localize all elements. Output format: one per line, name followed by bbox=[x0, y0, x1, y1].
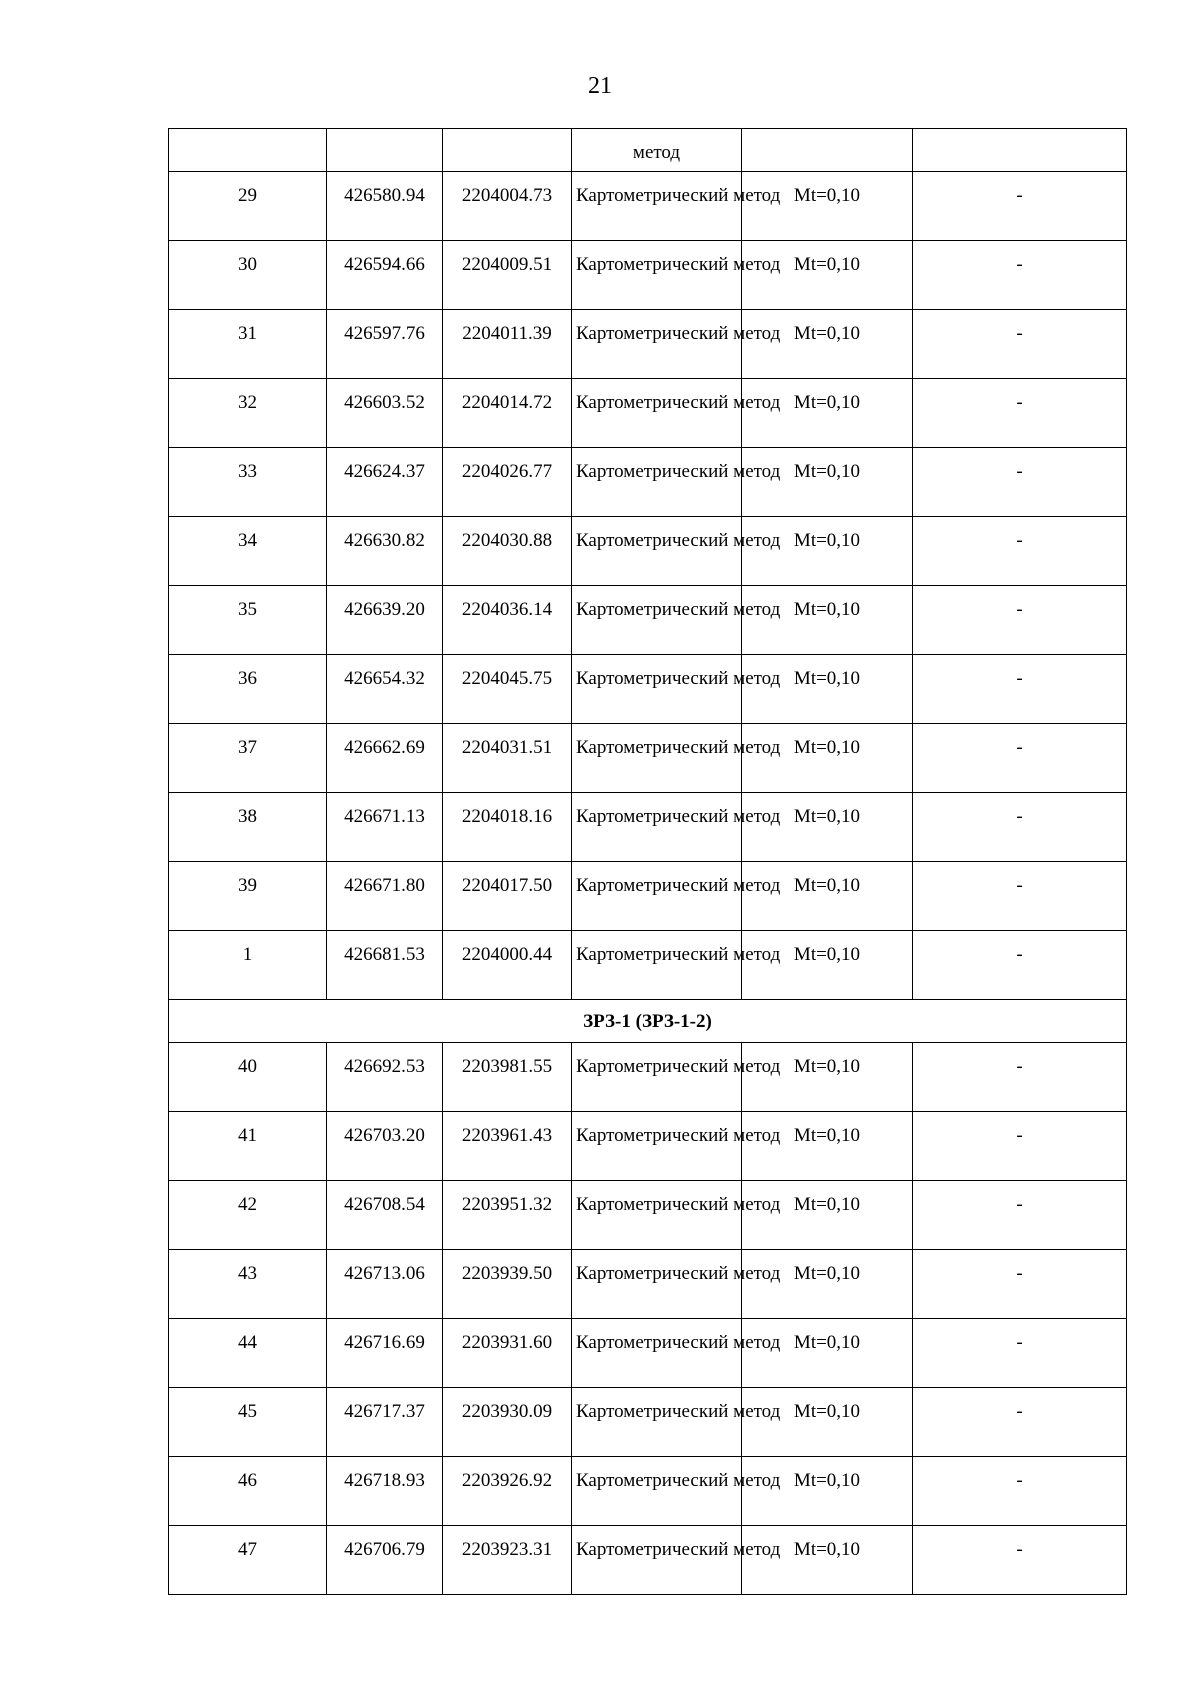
cell-method: Картометрический метод bbox=[572, 1112, 742, 1181]
table-row bbox=[169, 586, 1127, 655]
page-number: 21 bbox=[588, 73, 612, 99]
section-title: ЗРЗ-1 (ЗРЗ-1-2) bbox=[169, 1000, 1127, 1043]
cell-point-number: 1 bbox=[169, 931, 327, 1000]
cell-y: 2203981.55 bbox=[443, 1043, 572, 1112]
cell-point-number: 34 bbox=[169, 517, 327, 586]
cell-x bbox=[327, 129, 443, 172]
table-row bbox=[169, 724, 1127, 793]
cell-point-number: 35 bbox=[169, 586, 327, 655]
cell-point-number: 46 bbox=[169, 1457, 327, 1526]
cell-x: 426713.06 bbox=[327, 1250, 443, 1319]
cell-y: 2204004.73 bbox=[443, 172, 572, 241]
cell-point-number: 30 bbox=[169, 241, 327, 310]
cell-x: 426706.79 bbox=[327, 1526, 443, 1595]
cell-method: Картометрический метод bbox=[572, 655, 742, 724]
cell-y: 2203923.31 bbox=[443, 1526, 572, 1595]
cell-x: 426703.20 bbox=[327, 1112, 443, 1181]
cell-accuracy: Mt=0,10 bbox=[742, 862, 913, 931]
cell-description: - bbox=[913, 724, 1127, 793]
cell-description: - bbox=[913, 931, 1127, 1000]
cell-y: 2204030.88 bbox=[443, 517, 572, 586]
cell-y: 2203930.09 bbox=[443, 1388, 572, 1457]
cell-y: 2204011.39 bbox=[443, 310, 572, 379]
cell-x: 426603.52 bbox=[327, 379, 443, 448]
table-row bbox=[169, 517, 1127, 586]
cell-method: Картометрический метод bbox=[572, 1181, 742, 1250]
cell-description: - bbox=[913, 586, 1127, 655]
cell-method: Картометрический метод bbox=[572, 1319, 742, 1388]
cell-point-number: 43 bbox=[169, 1250, 327, 1319]
cell-method: Картометрический метод bbox=[572, 1043, 742, 1112]
cell-accuracy: Mt=0,10 bbox=[742, 1388, 913, 1457]
cell-point-number: 36 bbox=[169, 655, 327, 724]
table-row bbox=[169, 1319, 1127, 1388]
cell-x: 426639.20 bbox=[327, 586, 443, 655]
table-row bbox=[169, 379, 1127, 448]
cell-y: 2204026.77 bbox=[443, 448, 572, 517]
cell-description: - bbox=[913, 172, 1127, 241]
cell-x: 426681.53 bbox=[327, 931, 443, 1000]
table-row bbox=[169, 1526, 1127, 1595]
cell-y: 2203939.50 bbox=[443, 1250, 572, 1319]
cell-method: Картометрический метод bbox=[572, 1250, 742, 1319]
cell-x: 426671.13 bbox=[327, 793, 443, 862]
table-row bbox=[169, 862, 1127, 931]
cell-description: - bbox=[913, 1388, 1127, 1457]
table-row bbox=[169, 793, 1127, 862]
table-row bbox=[169, 1181, 1127, 1250]
cell-x: 426654.32 bbox=[327, 655, 443, 724]
cell-y: 2203951.32 bbox=[443, 1181, 572, 1250]
cell-accuracy bbox=[742, 129, 913, 172]
cell-accuracy: Mt=0,10 bbox=[742, 793, 913, 862]
cell-y: 2204014.72 bbox=[443, 379, 572, 448]
table-row bbox=[169, 310, 1127, 379]
cell-point-number: 33 bbox=[169, 448, 327, 517]
cell-method: Картометрический метод bbox=[572, 241, 742, 310]
cell-description: - bbox=[913, 379, 1127, 448]
table-row bbox=[169, 1388, 1127, 1457]
cell-point-number: 29 bbox=[169, 172, 327, 241]
cell-method: Картометрический метод bbox=[572, 862, 742, 931]
cell-description: - bbox=[913, 448, 1127, 517]
cell-description: - bbox=[913, 655, 1127, 724]
cell-description: - bbox=[913, 1112, 1127, 1181]
cell-y bbox=[443, 129, 572, 172]
table-row bbox=[169, 448, 1127, 517]
cell-x: 426716.69 bbox=[327, 1319, 443, 1388]
cell-x: 426662.69 bbox=[327, 724, 443, 793]
cell-point-number: 47 bbox=[169, 1526, 327, 1595]
cell-x: 426717.37 bbox=[327, 1388, 443, 1457]
cell-accuracy: Mt=0,10 bbox=[742, 310, 913, 379]
cell-accuracy: Mt=0,10 bbox=[742, 517, 913, 586]
cell-description: - bbox=[913, 793, 1127, 862]
cell-method: Картометрический метод bbox=[572, 1457, 742, 1526]
cell-accuracy: Mt=0,10 bbox=[742, 172, 913, 241]
cell-y: 2203961.43 bbox=[443, 1112, 572, 1181]
cell-point-number: 40 bbox=[169, 1043, 327, 1112]
cell-x: 426580.94 bbox=[327, 172, 443, 241]
table-row bbox=[169, 1112, 1127, 1181]
cell-point-number: 42 bbox=[169, 1181, 327, 1250]
cell-accuracy: Mt=0,10 bbox=[742, 1457, 913, 1526]
cell-accuracy: Mt=0,10 bbox=[742, 1319, 913, 1388]
cell-description bbox=[913, 129, 1127, 172]
cell-y: 2204031.51 bbox=[443, 724, 572, 793]
cell-method: Картометрический метод bbox=[572, 172, 742, 241]
cell-y: 2203931.60 bbox=[443, 1319, 572, 1388]
cell-method: Картометрический метод bbox=[572, 1526, 742, 1595]
table-row bbox=[169, 931, 1127, 1000]
cell-description: - bbox=[913, 241, 1127, 310]
cell-description: - bbox=[913, 1181, 1127, 1250]
section-header-row bbox=[169, 1000, 1127, 1043]
cell-description: - bbox=[913, 1457, 1127, 1526]
cell-point-number bbox=[169, 129, 327, 172]
cell-point-number: 45 bbox=[169, 1388, 327, 1457]
cell-y: 2204000.44 bbox=[443, 931, 572, 1000]
cell-y: 2204018.16 bbox=[443, 793, 572, 862]
cell-description: - bbox=[913, 862, 1127, 931]
cell-method: Картометрический метод bbox=[572, 310, 742, 379]
cell-method: Картометрический метод bbox=[572, 1388, 742, 1457]
cell-description: - bbox=[913, 517, 1127, 586]
cell-point-number: 41 bbox=[169, 1112, 327, 1181]
table-row bbox=[169, 172, 1127, 241]
cell-y: 2204017.50 bbox=[443, 862, 572, 931]
cell-x: 426671.80 bbox=[327, 862, 443, 931]
table-row bbox=[169, 241, 1127, 310]
cell-x: 426624.37 bbox=[327, 448, 443, 517]
continuation-row bbox=[169, 129, 1127, 172]
cell-method: Картометрический метод bbox=[572, 931, 742, 1000]
cell-method: метод bbox=[572, 129, 742, 172]
cell-point-number: 44 bbox=[169, 1319, 327, 1388]
cell-method: Картометрический метод bbox=[572, 379, 742, 448]
coordinates-table bbox=[168, 128, 1127, 1595]
cell-point-number: 39 bbox=[169, 862, 327, 931]
cell-x: 426594.66 bbox=[327, 241, 443, 310]
cell-accuracy: Mt=0,10 bbox=[742, 448, 913, 517]
table-row bbox=[169, 1250, 1127, 1319]
cell-x: 426718.93 bbox=[327, 1457, 443, 1526]
cell-description: - bbox=[913, 1319, 1127, 1388]
cell-accuracy: Mt=0,10 bbox=[742, 931, 913, 1000]
cell-x: 426597.76 bbox=[327, 310, 443, 379]
cell-description: - bbox=[913, 1043, 1127, 1112]
cell-x: 426630.82 bbox=[327, 517, 443, 586]
cell-accuracy: Mt=0,10 bbox=[742, 1181, 913, 1250]
table-row bbox=[169, 655, 1127, 724]
cell-point-number: 38 bbox=[169, 793, 327, 862]
cell-method: Картометрический метод bbox=[572, 724, 742, 793]
cell-accuracy: Mt=0,10 bbox=[742, 241, 913, 310]
cell-method: Картометрический метод bbox=[572, 517, 742, 586]
cell-description: - bbox=[913, 310, 1127, 379]
cell-method: Картометрический метод bbox=[572, 793, 742, 862]
cell-accuracy: Mt=0,10 bbox=[742, 379, 913, 448]
cell-method: Картометрический метод bbox=[572, 586, 742, 655]
cell-x: 426708.54 bbox=[327, 1181, 443, 1250]
cell-accuracy: Mt=0,10 bbox=[742, 1250, 913, 1319]
cell-y: 2203926.92 bbox=[443, 1457, 572, 1526]
cell-accuracy: Mt=0,10 bbox=[742, 1112, 913, 1181]
cell-description: - bbox=[913, 1250, 1127, 1319]
cell-accuracy: Mt=0,10 bbox=[742, 724, 913, 793]
cell-accuracy: Mt=0,10 bbox=[742, 586, 913, 655]
cell-accuracy: Mt=0,10 bbox=[742, 1043, 913, 1112]
cell-y: 2204036.14 bbox=[443, 586, 572, 655]
cell-accuracy: Mt=0,10 bbox=[742, 1526, 913, 1595]
cell-accuracy: Mt=0,10 bbox=[742, 655, 913, 724]
cell-y: 2204045.75 bbox=[443, 655, 572, 724]
cell-point-number: 31 bbox=[169, 310, 327, 379]
cell-point-number: 37 bbox=[169, 724, 327, 793]
cell-point-number: 32 bbox=[169, 379, 327, 448]
table-row bbox=[169, 1043, 1127, 1112]
cell-x: 426692.53 bbox=[327, 1043, 443, 1112]
cell-y: 2204009.51 bbox=[443, 241, 572, 310]
cell-description: - bbox=[913, 1526, 1127, 1595]
cell-method: Картометрический метод bbox=[572, 448, 742, 517]
table-row bbox=[169, 1457, 1127, 1526]
